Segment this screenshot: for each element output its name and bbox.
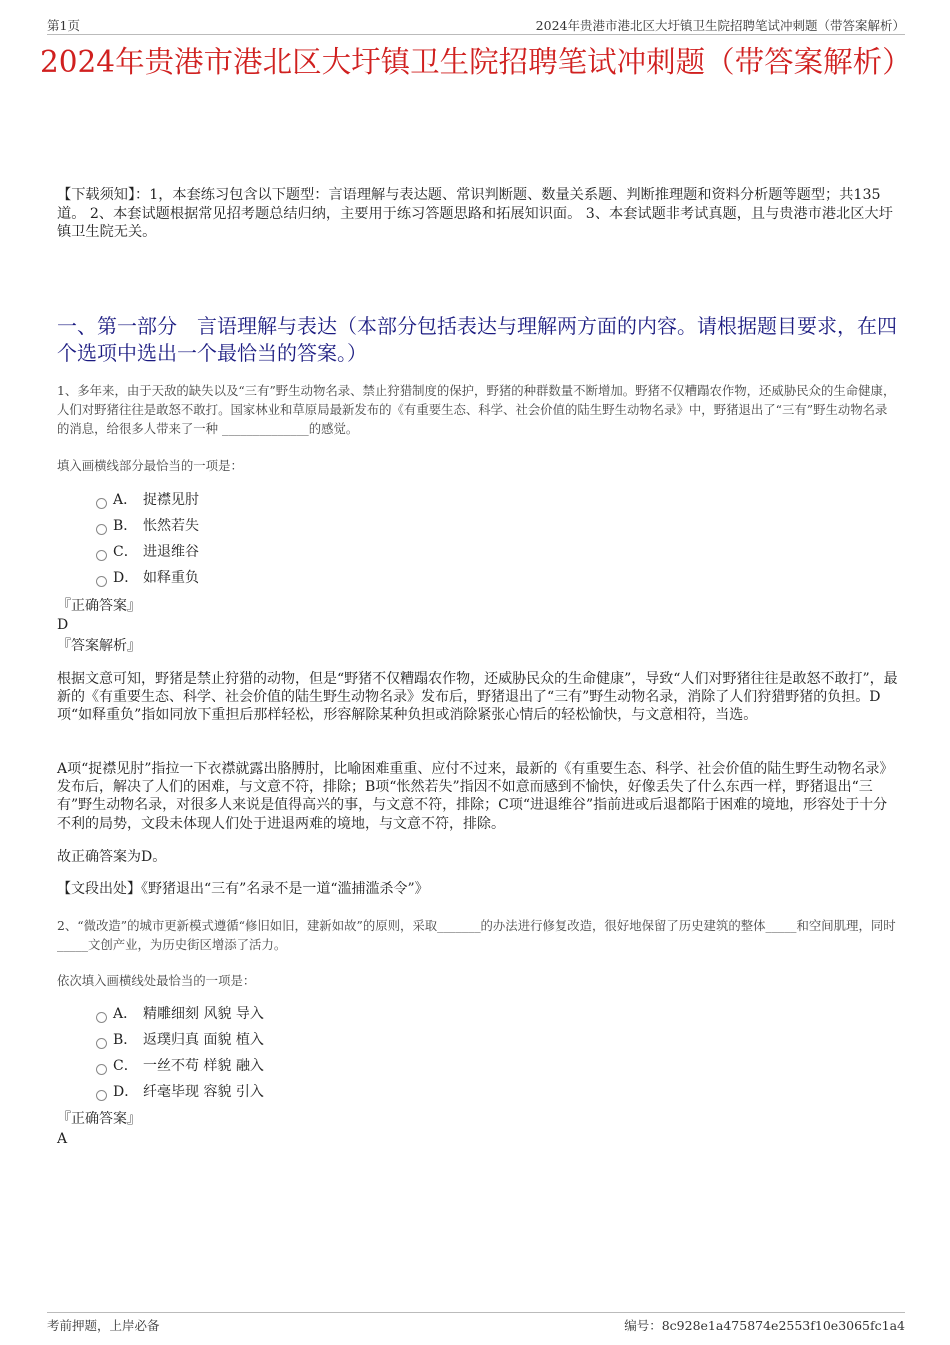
radio-icon[interactable] (96, 524, 107, 535)
document-title: 2024年贵港市港北区大圩镇卫生院招聘笔试冲刺题（带答案解析） (40, 45, 912, 79)
radio-icon[interactable] (96, 1064, 107, 1075)
q1-source: 【文段出处】《野猪退出“三有”名录不是一道“滥捕滥杀令”》 (57, 881, 429, 897)
question-2-prompt: 依次填入画横线处最恰当的一项是： (57, 973, 256, 988)
q1-option-a[interactable]: A． 捉襟见肘 (96, 490, 199, 510)
download-notice: 【下载须知】：1，本套练习包含以下题型：言语理解与表达题、常识判断题、数量关系题、判断推理题和资料分析题等题型；共135道。 2、本套试题根据常见招考题总结归纳，主要用于练习答题思路和拓展知识面。 3、本套试题非考试真题，且与贵港市港北区大圩镇卫生院无关。 (57, 187, 893, 240)
radio-icon[interactable] (96, 576, 107, 587)
q2-option-d[interactable]: D． 纤毫毕现 容貌 引入 (96, 1082, 264, 1102)
q1-option-b[interactable]: B． 怅然若失 (96, 516, 199, 536)
q2-option-b[interactable]: B． 返璞归真 面貌 植入 (96, 1030, 264, 1050)
q1-answer: D (57, 617, 69, 633)
q1-option-d[interactable]: D． 如释重负 (96, 568, 199, 588)
question-2-text: 2、“微改造”的城市更新模式遵循“修旧如旧，建新如故”的原则，采取_______的办法进行修复改造，很好地保留了历史建筑的整体_____和空间肌理，同时_____文创产业，为历史街区增添了活力。 (57, 918, 896, 952)
radio-icon[interactable] (96, 498, 107, 509)
q1-option-c[interactable]: C． 进退维谷 (96, 542, 199, 562)
radio-icon[interactable] (96, 1090, 107, 1101)
page-header (47, 14, 905, 35)
q2-answer-label: 『正确答案』 (57, 1111, 141, 1127)
q2-option-c[interactable]: C． 一丝不苟 样貌 融入 (96, 1056, 264, 1076)
q2-answer: A (57, 1131, 68, 1147)
page-footer (47, 1312, 905, 1333)
radio-icon[interactable] (96, 1012, 107, 1023)
footer-slogan: 考前押题，上岸必备 (47, 1318, 160, 1333)
question-1-prompt: 填入画横线部分最恰当的一项是： (57, 458, 243, 473)
q1-analysis-para-2: A项“捉襟见肘”指拉一下衣襟就露出胳膊肘，比喻困难重重、应付不过来，最新的《有重要生态、科学、社会价值的陆生野生动物名录》发布后，解决了人们的困难，与文意不符，排除；B项“怅然若失”指因不如意而感到不愉快，好像丢失了什么东西一样，野猪退出“三有”野生动物名录，对很多人来说是值得高兴的事，与文意不符，排除；C项“进退维谷”指前进或后退都陷于困难的境地，形容处于十分不利的局势，文段未体现人们处于进退两难的境地，与文意不符，排除。 (57, 761, 894, 832)
page-number: 第1页 (47, 18, 80, 33)
header-doc-title: 2024年贵港市港北区大圩镇卫生院招聘笔试冲刺题（带答案解析） (535, 18, 905, 33)
radio-icon[interactable] (96, 1038, 107, 1049)
radio-icon[interactable] (96, 550, 107, 561)
q1-analysis-para-1: 根据文意可知，野猪是禁止狩猎的动物，但是“野猪不仅糟蹋农作物，还威胁民众的生命健康”，导致“人们对野猪往往是敢怒不敢打”，最新的《有重要生态、科学、社会价值的陆生野生动物名录》发布后，野猪退出了“三有”野生动物名录，消除了人们狩猎野猪的负担。D项“如释重负”指如同放下重担后那样轻松，形容解除某种负担或消除紧张心情后的轻松愉快，与文意相符，当选。 (57, 671, 898, 724)
q1-answer-label: 『正确答案』 (57, 598, 141, 614)
footer-code: 编号：8c928e1a475874e2553f10e3065fc1a4 (624, 1318, 905, 1333)
section-heading: 一、第一部分 言语理解与表达（本部分包括表达与理解两方面的内容。请根据题目要求，在四个选项中选出一个最恰当的答案。） (57, 314, 897, 365)
q1-analysis-conclusion: 故正确答案为D。 (57, 849, 167, 865)
q2-option-a[interactable]: A． 精雕细刻 风貌 导入 (96, 1004, 264, 1024)
question-1-text: 1、多年来，由于天敌的缺失以及“三有”野生动物名录、禁止狩猎制度的保护，野猪的种群数量不断增加。野猪不仅糟蹋农作物，还威胁民众的生命健康，人们对野猪往往是敢怒不敢打。国家林业和草原局最新发布的《有重要生态、科学、社会价值的陆生野生动物名录》中，野猪退出了“三有”野生动物名录的消息，给很多人带来了一种 ______________的感觉。 (57, 383, 896, 436)
q1-analysis-label: 『答案解析』 (57, 638, 141, 654)
